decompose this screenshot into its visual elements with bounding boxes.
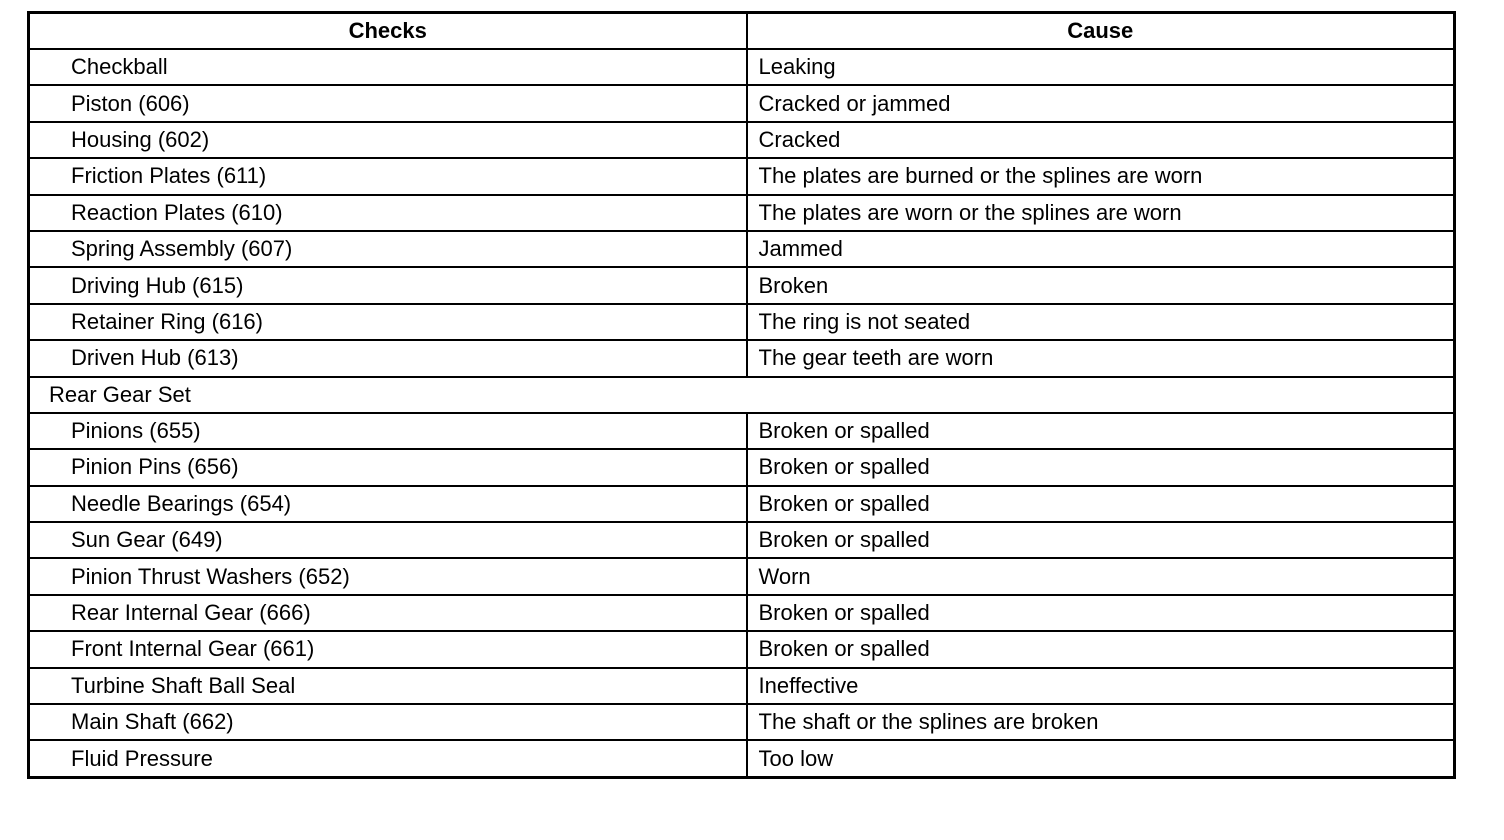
check-cell: Turbine Shaft Ball Seal xyxy=(29,668,747,704)
check-cell: Main Shaft (662) xyxy=(29,704,747,740)
table-row xyxy=(29,558,1455,594)
table-row xyxy=(29,231,1455,267)
cause-cell: Broken or spalled xyxy=(747,449,1455,485)
cause-cell: The gear teeth are worn xyxy=(747,340,1455,376)
table-row xyxy=(29,49,1455,85)
check-cell: Spring Assembly (607) xyxy=(29,231,747,267)
table-row xyxy=(29,340,1455,376)
table-row xyxy=(29,85,1455,121)
cause-column-header: Cause xyxy=(747,13,1455,50)
cause-cell: Broken or spalled xyxy=(747,522,1455,558)
check-cell: Needle Bearings (654) xyxy=(29,486,747,522)
check-cell: Fluid Pressure xyxy=(29,740,747,777)
cause-cell: Broken xyxy=(747,267,1455,303)
cause-cell: Too low xyxy=(747,740,1455,777)
cause-cell: The shaft or the splines are broken xyxy=(747,704,1455,740)
check-cell: Housing (602) xyxy=(29,122,747,158)
check-cell: Pinions (655) xyxy=(29,413,747,449)
cause-cell: Broken or spalled xyxy=(747,413,1455,449)
table-row xyxy=(29,449,1455,485)
checks-cause-table xyxy=(27,11,1456,779)
section-title-rear-gear-set: Rear Gear Set xyxy=(29,377,1455,413)
check-cell: Piston (606) xyxy=(29,85,747,121)
cause-cell: Ineffective xyxy=(747,668,1455,704)
cause-cell: Jammed xyxy=(747,231,1455,267)
table-row xyxy=(29,704,1455,740)
table-row xyxy=(29,122,1455,158)
table-row xyxy=(29,486,1455,522)
cause-cell: Cracked xyxy=(747,122,1455,158)
cause-cell: The plates are burned or the splines are worn xyxy=(747,158,1455,194)
cause-cell: Worn xyxy=(747,558,1455,594)
table-row xyxy=(29,740,1455,777)
check-cell: Front Internal Gear (661) xyxy=(29,631,747,667)
table-row xyxy=(29,267,1455,303)
check-cell: Pinion Pins (656) xyxy=(29,449,747,485)
table-row xyxy=(29,522,1455,558)
checks-column-header: Checks xyxy=(29,13,747,50)
check-cell: Checkball xyxy=(29,49,747,85)
check-cell: Sun Gear (649) xyxy=(29,522,747,558)
table-row xyxy=(29,195,1455,231)
check-cell: Driven Hub (613) xyxy=(29,340,747,376)
cause-cell: Broken or spalled xyxy=(747,595,1455,631)
table-row xyxy=(29,413,1455,449)
check-cell: Friction Plates (611) xyxy=(29,158,747,194)
check-cell: Driving Hub (615) xyxy=(29,267,747,303)
table-row xyxy=(29,595,1455,631)
check-cell: Reaction Plates (610) xyxy=(29,195,747,231)
table-row xyxy=(29,304,1455,340)
section-row xyxy=(29,377,1455,413)
cause-cell: Cracked or jammed xyxy=(747,85,1455,121)
check-cell: Rear Internal Gear (666) xyxy=(29,595,747,631)
cause-cell: Leaking xyxy=(747,49,1455,85)
cause-cell: Broken or spalled xyxy=(747,631,1455,667)
cause-cell: The ring is not seated xyxy=(747,304,1455,340)
table-row xyxy=(29,631,1455,667)
check-cell: Retainer Ring (616) xyxy=(29,304,747,340)
table-row xyxy=(29,158,1455,194)
table-row xyxy=(29,668,1455,704)
header-row xyxy=(29,13,1455,50)
check-cell: Pinion Thrust Washers (652) xyxy=(29,558,747,594)
cause-cell: Broken or spalled xyxy=(747,486,1455,522)
cause-cell: The plates are worn or the splines are worn xyxy=(747,195,1455,231)
